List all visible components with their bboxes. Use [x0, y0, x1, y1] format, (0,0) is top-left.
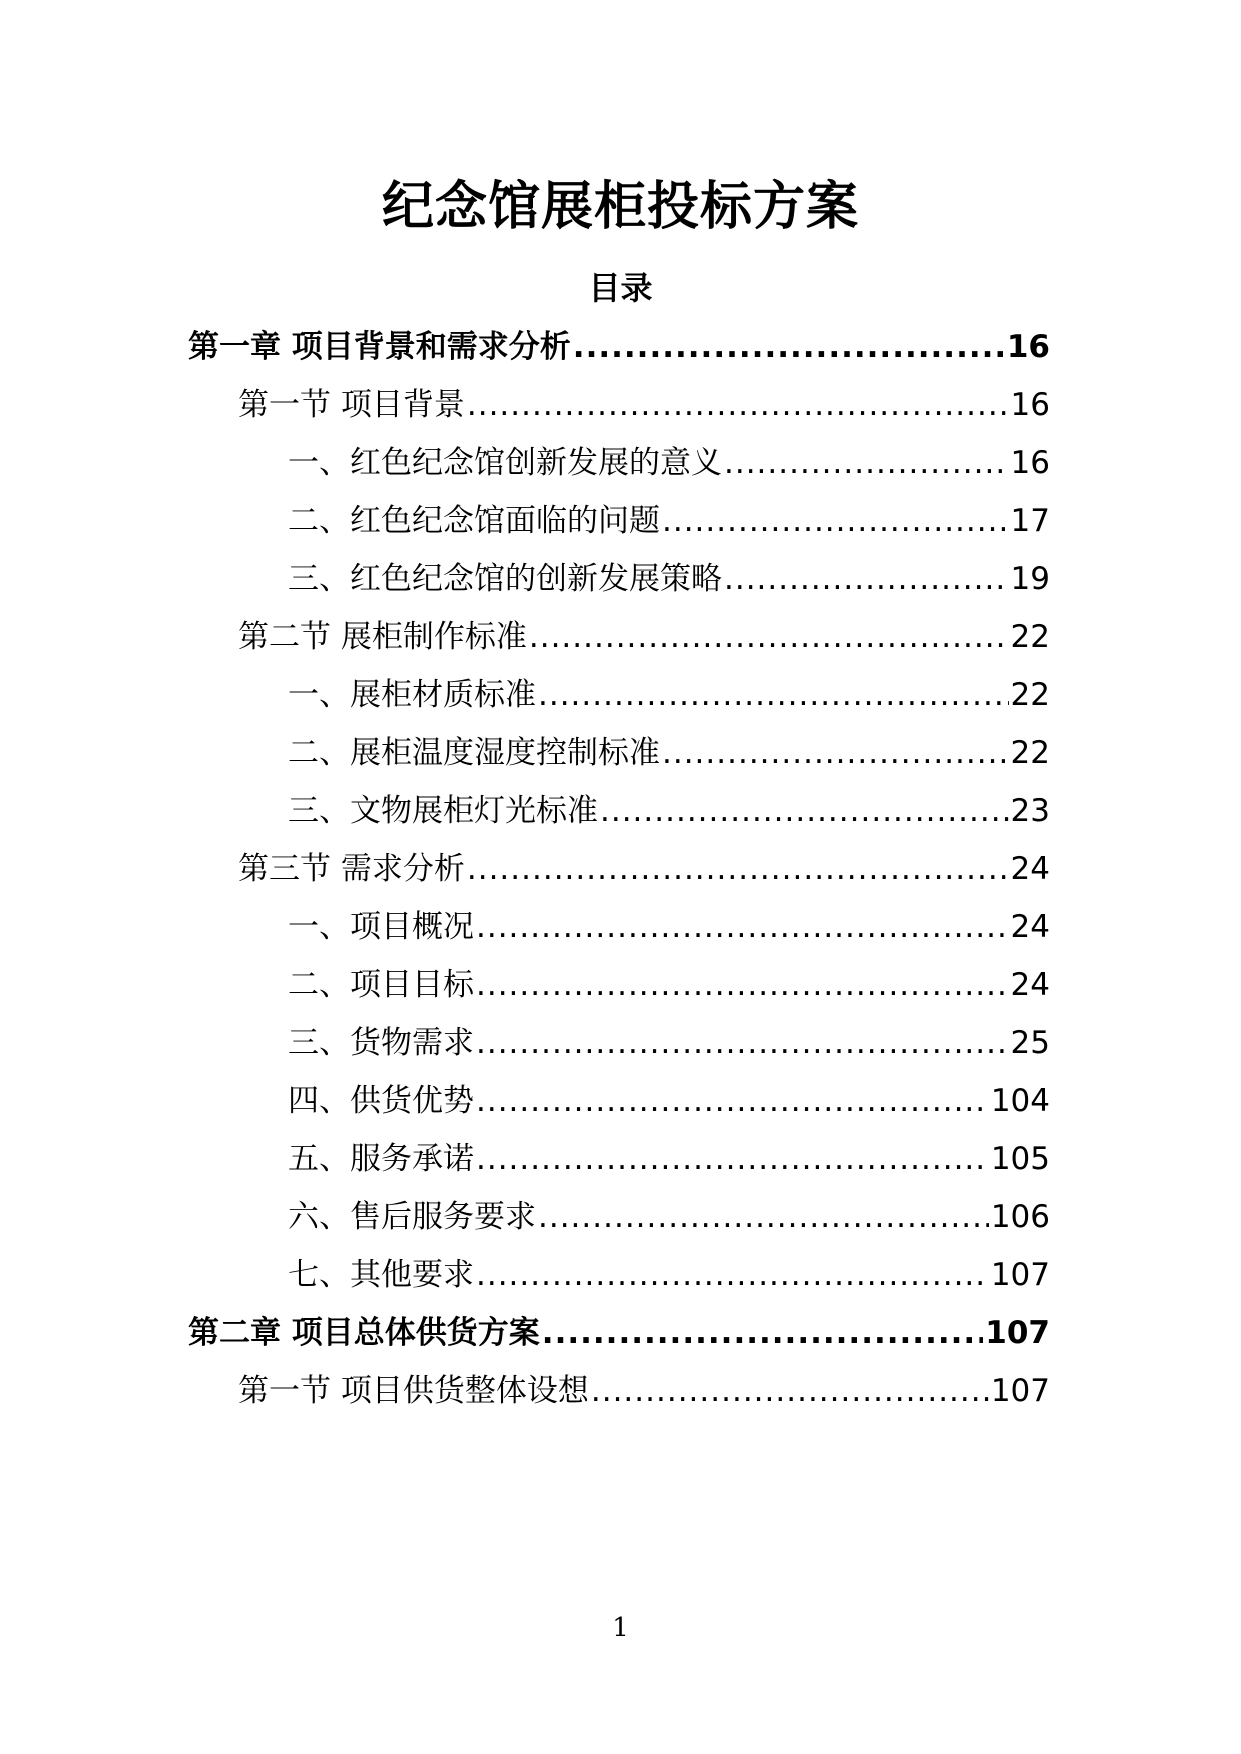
toc-entry-page: 25: [1010, 1025, 1050, 1061]
toc-dot-leader: [538, 670, 1009, 720]
toc-dot-leader: [476, 1250, 989, 1300]
toc-entry[interactable]: [188, 1308, 1050, 1358]
toc-entry-page: 22: [1010, 735, 1050, 771]
toc-dot-leader: [476, 1076, 989, 1126]
toc-entry-page: 104: [990, 1083, 1050, 1119]
toc-entry[interactable]: [288, 496, 1050, 546]
toc-entry-page: 24: [1010, 909, 1050, 945]
toc-dot-leader: [467, 844, 1009, 894]
toc-entry[interactable]: [288, 960, 1050, 1010]
toc-entry-page: 107: [985, 1315, 1050, 1351]
toc-entry-label: 五、服务承诺: [288, 1141, 474, 1177]
toc-entry-label: 第二章 项目总体供货方案: [188, 1315, 540, 1351]
toc-entry[interactable]: [288, 1192, 1050, 1242]
toc-entry[interactable]: [288, 1076, 1050, 1126]
toc-entry-page: 22: [1010, 619, 1050, 655]
toc-entry-label: 三、文物展柜灯光标准: [288, 793, 598, 829]
toc-entry-page: 24: [1010, 967, 1050, 1003]
toc-entry-label: 第一节 项目背景: [238, 387, 465, 423]
toc-dot-leader: [662, 496, 1009, 546]
toc-entry-page: 23: [1010, 793, 1050, 829]
toc-entry-label: 三、货物需求: [288, 1025, 474, 1061]
toc-dot-leader: [724, 554, 1009, 604]
toc-entry-label: 六、售后服务要求: [288, 1199, 536, 1235]
toc-entry[interactable]: [288, 902, 1050, 952]
toc-entry[interactable]: [288, 1250, 1050, 1300]
toc-entry[interactable]: [238, 612, 1050, 662]
toc-dot-leader: [591, 1366, 989, 1416]
document-title: 纪念馆展柜投标方案: [381, 177, 859, 237]
toc-entry-page: 107: [990, 1257, 1050, 1293]
toc-entry-label: 一、展柜材质标准: [288, 677, 536, 713]
toc-entry-page: 16: [1010, 445, 1050, 481]
toc-dot-leader: [724, 438, 1009, 488]
toc-entry-page: 16: [1006, 329, 1050, 365]
toc-entry[interactable]: [288, 554, 1050, 604]
toc-entry[interactable]: [238, 380, 1050, 430]
toc-entry-page: 24: [1010, 851, 1050, 887]
toc-dot-leader: [662, 728, 1009, 778]
toc-entry-label: 三、红色纪念馆的创新发展策略: [288, 561, 722, 597]
toc-entry-label: 二、红色纪念馆面临的问题: [288, 503, 660, 539]
toc-dot-leader: [467, 380, 1009, 430]
toc-entry-page: 19: [1010, 561, 1050, 597]
toc-entry[interactable]: [288, 728, 1050, 778]
toc-entry-label: 四、供货优势: [288, 1083, 474, 1119]
toc-dot-leader: [538, 1192, 989, 1242]
toc-dot-leader: [600, 786, 1009, 836]
toc-entry-page: 22: [1010, 677, 1050, 713]
toc-dot-leader: [573, 322, 1005, 372]
toc-entry[interactable]: [288, 670, 1050, 720]
toc-dot-leader: [529, 612, 1009, 662]
toc-entry-page: 16: [1010, 387, 1050, 423]
toc-entry-label: 一、红色纪念馆创新发展的意义: [288, 445, 722, 481]
toc-entry[interactable]: [288, 1134, 1050, 1184]
toc-dot-leader: [476, 960, 1009, 1010]
toc-entry-page: 17: [1010, 503, 1050, 539]
toc-dot-leader: [476, 1018, 1009, 1068]
toc-dot-leader: [542, 1308, 983, 1358]
toc-heading: 目录: [588, 269, 653, 307]
toc-entry[interactable]: [188, 322, 1050, 372]
toc-entry[interactable]: [288, 786, 1050, 836]
toc-entry-label: 第二节 展柜制作标准: [238, 619, 527, 655]
toc-entry-label: 二、项目目标: [288, 967, 474, 1003]
toc-entry-label: 七、其他要求: [288, 1257, 474, 1293]
toc-entry[interactable]: [238, 844, 1050, 894]
toc-entry-label: 二、展柜温度湿度控制标准: [288, 735, 660, 771]
page-number: 1: [612, 1613, 629, 1643]
toc-entry-label: 第三节 需求分析: [238, 851, 465, 887]
toc-entry-label: 一、项目概况: [288, 909, 474, 945]
toc-dot-leader: [476, 902, 1009, 952]
toc-entry-label: 第一节 项目供货整体设想: [238, 1373, 589, 1409]
toc-entry-label: 第一章 项目背景和需求分析: [188, 329, 571, 365]
toc-entry-page: 106: [990, 1199, 1050, 1235]
toc-entry[interactable]: [288, 1018, 1050, 1068]
toc-entry[interactable]: [238, 1366, 1050, 1416]
toc-entry-page: 105: [990, 1141, 1050, 1177]
toc-entry-page: 107: [990, 1373, 1050, 1409]
toc-dot-leader: [476, 1134, 989, 1184]
toc-entry[interactable]: [288, 438, 1050, 488]
